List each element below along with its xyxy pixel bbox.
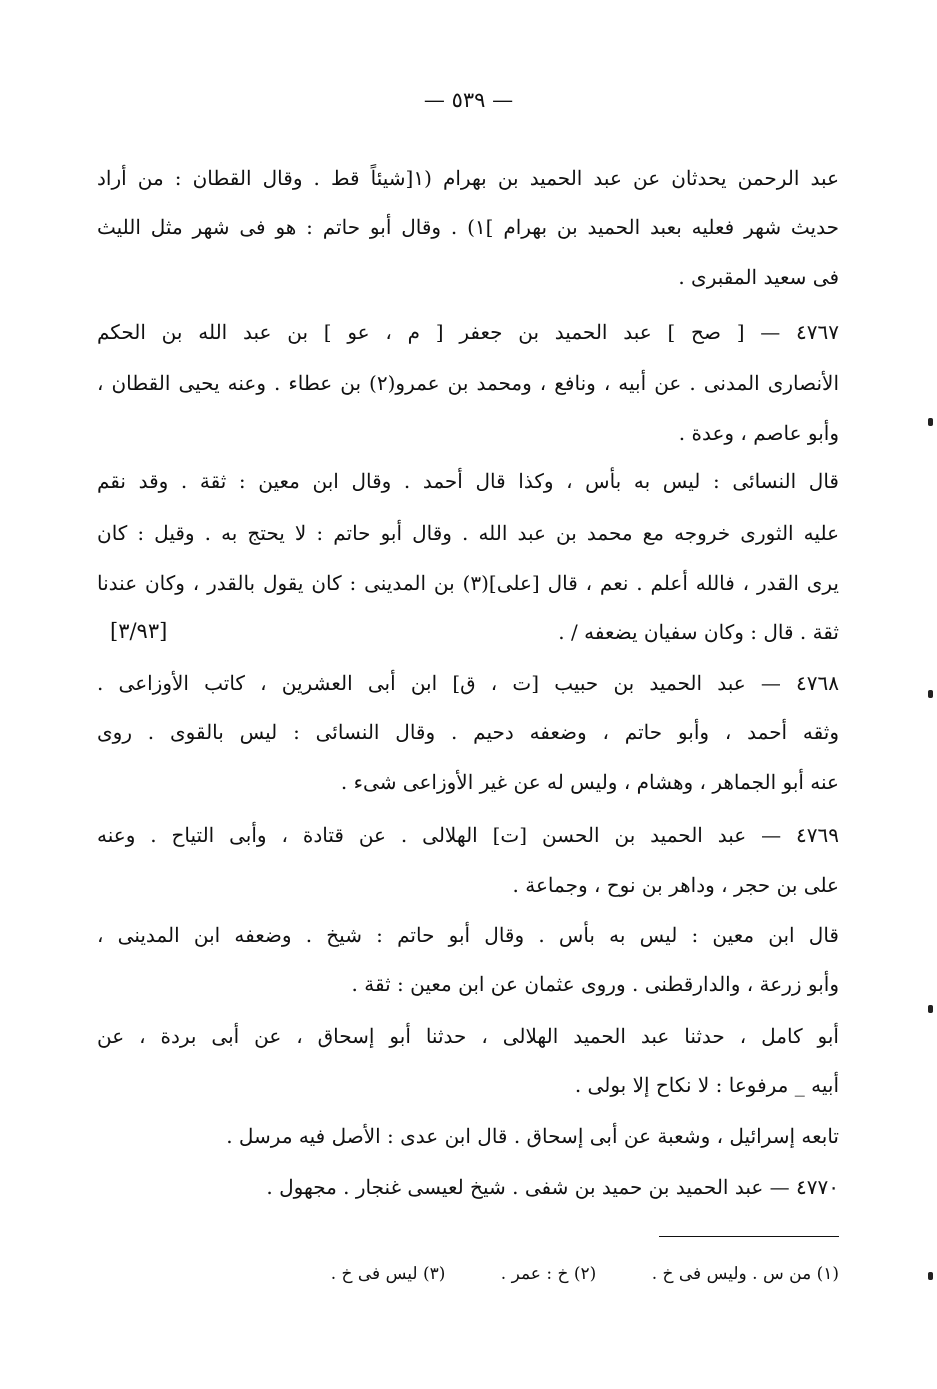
entry-4769-heading: ٤٧٦٩ — عبد الحميد بن الحسن [ت] الهلالى . عن قتادة ، وأبى التياح . وعنه [97, 823, 839, 847]
text-line: عليه الثورى خروجه مع محمد بن عبد الله . وقال أبو حاتم : لا يحتج به . وقيل : كان [97, 521, 839, 545]
page-number: — ٥٣٩ — [423, 88, 514, 112]
text-line: يرى القدر ، فالله أعلم . نعم ، قال [على](٣) بن المدينى : كان يقول بالقدر ، وكان عندنا [97, 571, 839, 595]
text-line: حديث شهر فعليه بعبد الحميد بن بهرام ]١) . وقال أبو حاتم : هو فى شهر مثل الليث [97, 215, 839, 239]
text-line: أبيه _ مرفوعا : لا نكاح إلا بولى . [574, 1073, 839, 1097]
entry-4768-heading: ٤٧٦٨ — عبد الحميد بن حبيب [ت ، ق] ابن أبى العشرين ، كاتب الأوزاعى . [97, 671, 839, 695]
text-line: قال ابن معين : ليس به بأس . وقال أبو حاتم : شيخ . وضعفه ابن المدينى ، [97, 923, 839, 947]
footnote-3: (٣) ليس فى خ . [330, 1264, 446, 1284]
entry-4770-heading: ٤٧٧٠ — عبد الحميد بن حميد بن شفى . شيخ لعيسى غنجار . مجهول . [266, 1175, 839, 1199]
footnotes [281, 1264, 839, 1284]
scan-edge-mark [928, 690, 933, 698]
text-line: فى سعيد المقبرى . [678, 265, 839, 289]
scan-edge-mark [928, 1272, 933, 1280]
footnote-1: (١) من س . وليس فى خ . [651, 1264, 839, 1284]
entry-4767-heading: ٤٧٦٧ — [ صح ] عبد الحميد بن جعفر [ م ، عو ] بن عبد الله بن الحكم [97, 320, 839, 344]
text-line: أبو كامل ، حدثنا عبد الحميد الهلالى ، حدثنا أبو إسحاق ، عن أبى بردة ، عن [97, 1024, 839, 1048]
footnote-divider [659, 1236, 839, 1237]
text-line: قال النسائى : ليس به بأس ، وكذا قال أحمد . وقال ابن معين : ثقة . وقد نقم [97, 469, 839, 493]
text-line: على بن حجر ، وداهر بن نوح ، وجماعة . [512, 873, 839, 897]
footnote-2: (٢) خ : عمر . [500, 1264, 597, 1284]
scan-edge-mark [928, 1005, 933, 1013]
text-line: ثقة . قال : وكان سفيان يضعفه / . [558, 620, 839, 644]
text-line: وأبو زرعة ، والدارقطنى . وروى عثمان عن ابن معين : ثقة . [351, 972, 839, 996]
margin-reference: [٣/٩٣] [110, 619, 168, 643]
scan-edge-mark [928, 418, 933, 426]
text-line: وثقه أحمد ، وأبو حاتم ، وضعفه دحيم . وقال النسائى : ليس بالقوى . روى [97, 720, 839, 744]
text-line: وأبو عاصم ، وعدة . [678, 421, 839, 445]
text-line: الأنصارى المدنى . عن أبيه ، ونافع ، ومحمد بن عمرو(٢) بن عطاء . وعنه يحيى القطان ، [97, 371, 839, 395]
text-line: عنه أبو الجماهر ، وهشام ، وليس له عن غير الأوزاعى شىء . [340, 770, 839, 794]
text-line: تابعه إسرائيل ، وشعبة عن أبى إسحاق . قال ابن عدى : الأصل فيه مرسل . [226, 1124, 839, 1148]
text-line: عبد الرحمن يحدثان عن عبد الحميد بن بهرام (١[شيئاً قط . وقال القطان : من أراد [97, 166, 839, 190]
